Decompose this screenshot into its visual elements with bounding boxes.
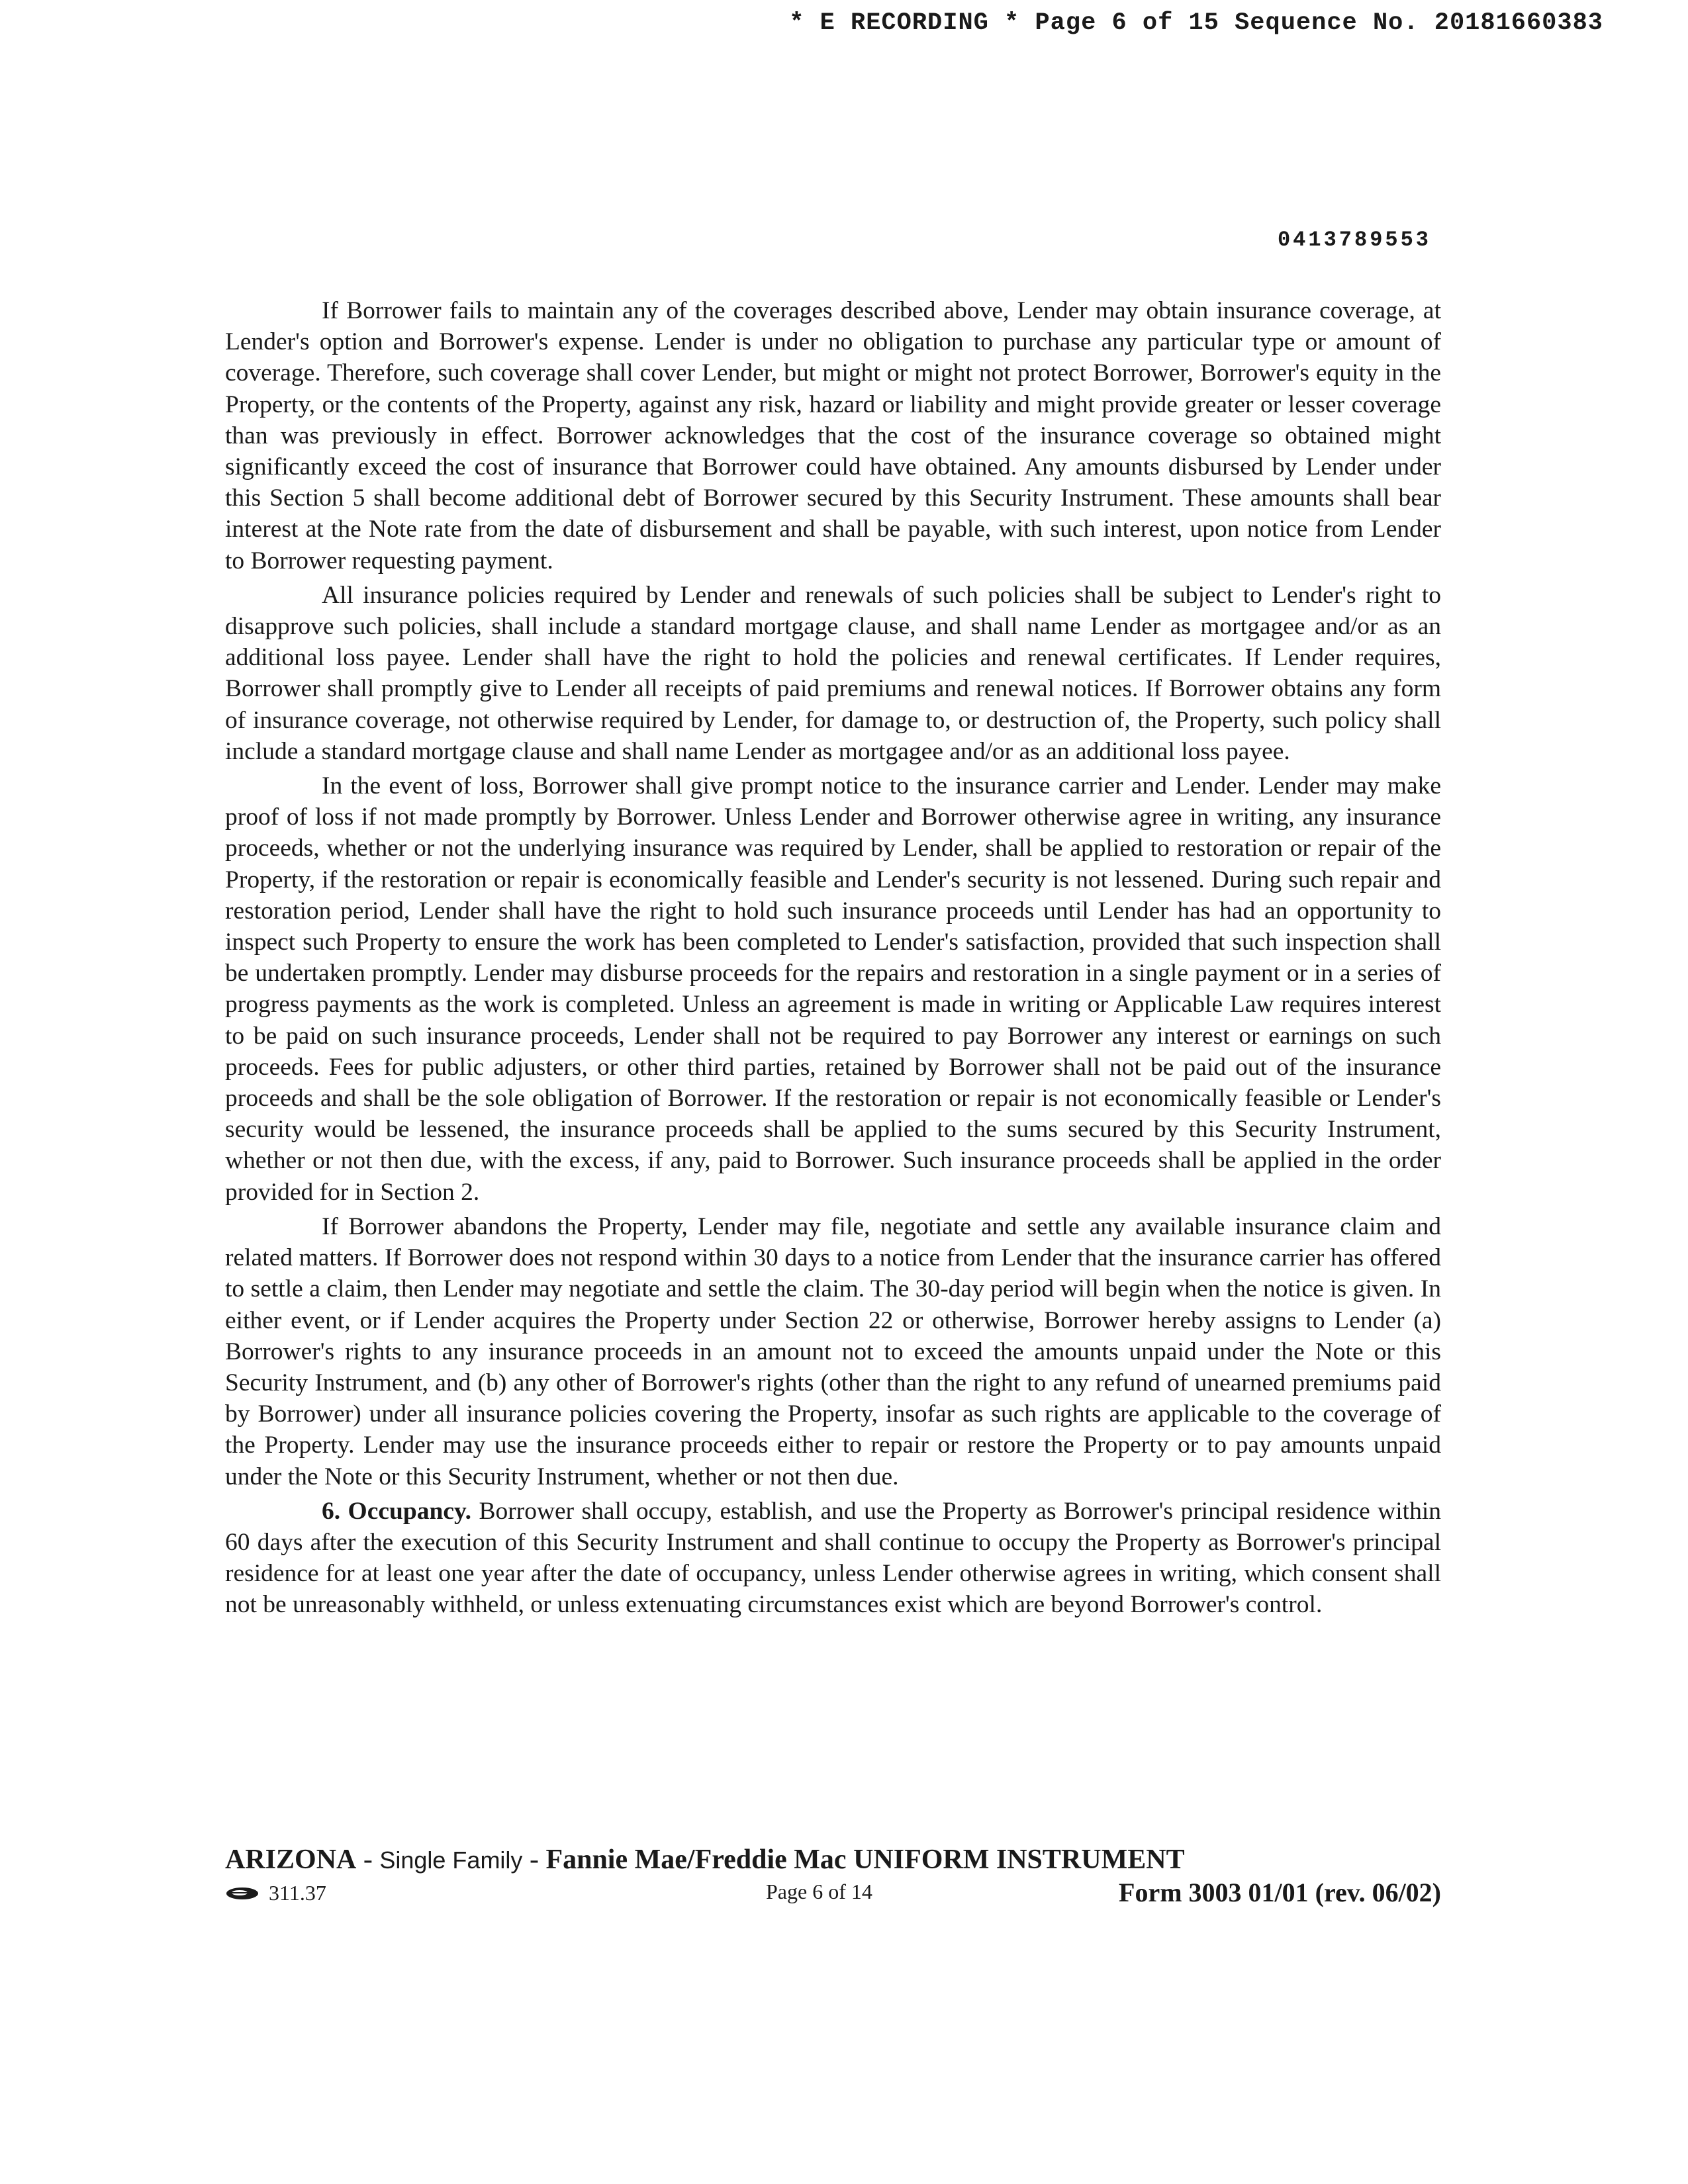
- page-number: Page 6 of 14: [766, 1880, 872, 1903]
- form-number: Form 3003 01/01 (rev. 06/02): [1119, 1878, 1441, 1907]
- section-text: Borrower shall occupy, establish, and use the Property as Borrower's principal residence within 60 days after the execution of this Security Instrument and shall continue to occupy the Property as Borrower's principal residence for at least one year after the date of occupancy, unless Lender otherwise agrees in writing, which consent shall not be unreasonably withheld, or unless extenuating circumstances exist which are beyond Borrower's control.: [225, 1497, 1441, 1619]
- footer-instrument: Fannie Mae/Freddie Mac UNIFORM INSTRUMENT: [545, 1844, 1185, 1875]
- footer-separator: -: [356, 1844, 380, 1875]
- footer-form-type: Single Family: [379, 1846, 523, 1874]
- paragraph-abandonment: If Borrower abandons the Property, Lender may file, negotiate and settle any available insurance claim and related matters. If Borrower does not respond within 30 days to a notice from Lender that the insurance carrier has offered to settle a claim, then Lender may negotiate and settle the claim. The 30-day period will begin when the notice is given. In either event, or if Lender acquires the Property under Section 22 or otherwise, Borrower hereby assigns to Lender (a) Borrower's rights to any insurance proceeds in an amount not to exceed the amounts unpaid under the Note or this Security Instrument, and (b) any other of Borrower's rights (other than the right to any refund of unearned premiums paid by Borrower) under all insurance policies covering the Property, insofar as such rights are applicable to the coverage of the Property. Lender may use the insurance proceeds either to repair or restore the Property or to pay amounts unpaid under the Note or this Security Instrument, whether or not then due.: [225, 1212, 1441, 1490]
- paragraph-insurance-policies: All insurance policies required by Lender and renewals of such policies shall be subject to Lender's right to disapprove such policies, shall include a standard mortgage clause, and shall name Lender as mortgagee and/or as an additional loss payee. Lender shall have the right to hold the policies and renewal certificates. If Lender requires, Borrower shall promptly give to Lender all receipts of paid premiums and renewal notices. If Borrower obtains any form of insurance coverage, not otherwise required by Lender, for damage to, or destruction of, the Property, such policy shall include a standard mortgage clause and shall name Lender as mortgagee and/or as an additional loss payee.: [225, 581, 1441, 765]
- footer-state: ARIZONA: [225, 1844, 357, 1875]
- section-heading: 6. Occupancy.: [322, 1497, 472, 1525]
- form-id: 311.37: [269, 1881, 326, 1905]
- recording-header: * E RECORDING * Page 6 of 15 Sequence No. 20181660383: [789, 9, 1603, 37]
- form-footer: [225, 1844, 1441, 1910]
- publisher-logo-icon: [225, 1886, 259, 1901]
- paragraph-event-of-loss: In the event of loss, Borrower shall give prompt notice to the insurance carrier and Lender. Lender may make proof of loss if not made promptly by Borrower. Unless Lender and Borrower otherwise agree in writing, any insurance proceeds, whether or not the underlying insurance was required by Lender, shall be applied to restoration or repair of the Property, if the restoration or repair is economically feasible and Lender's security is not lessened. During such repair and restoration period, Lender shall have the right to hold such insurance proceeds until Lender has had an opportunity to inspect such Property to ensure the work has been completed to Lender's satisfaction, provided that such inspection shall be undertaken promptly. Lender may disburse proceeds for the repairs and restoration in a single payment or in a series of progress payments as the work is completed. Unless an agreement is made in writing or Applicable Law requires interest to be paid on such insurance proceeds, Lender shall not be required to pay Borrower any interest or earnings on such proceeds. Fees for public adjusters, or other third parties, retained by Borrower shall not be paid out of the insurance proceeds and shall be the sole obligation of Borrower. If the restoration or repair is not economically feasible or Lender's security would be lessened, the insurance proceeds shall be applied to the sums secured by this Security Instrument, whether or not then due, with the excess, if any, paid to Borrower. Such insurance proceeds shall be applied in the order provided for in Section 2.: [225, 772, 1441, 1206]
- footer-meta: [225, 1877, 1441, 1910]
- footer-title: [225, 1844, 1441, 1876]
- form-id-group: [225, 1881, 326, 1905]
- document-body: [225, 295, 1441, 1624]
- section-occupancy: [225, 1496, 1441, 1621]
- paragraph-lender-obtain-coverage: If Borrower fails to maintain any of the coverages described above, Lender may obtain insurance coverage, at Lender's option and Borrower's expense. Lender is under no obligation to purchase any particular type or amount of coverage. Therefore, such coverage shall cover Lender, but might or might not protect Borrower, Borrower's equity in the Property, or the contents of the Property, against any risk, hazard or liability and might provide greater or lesser coverage than was previously in effect. Borrower acknowledges that the cost of the insurance coverage so obtained might significantly exceed the cost of insurance that Borrower could have obtained. Any amounts disbursed by Lender under this Section 5 shall become additional debt of Borrower secured by this Security Instrument. These amounts shall bear interest at the Note rate from the date of disbursement and shall be payable, with such interest, upon notice from Lender to Borrower requesting payment.: [225, 297, 1441, 574]
- loan-number: 0413789553: [1277, 228, 1431, 252]
- footer-separator: -: [522, 1844, 546, 1875]
